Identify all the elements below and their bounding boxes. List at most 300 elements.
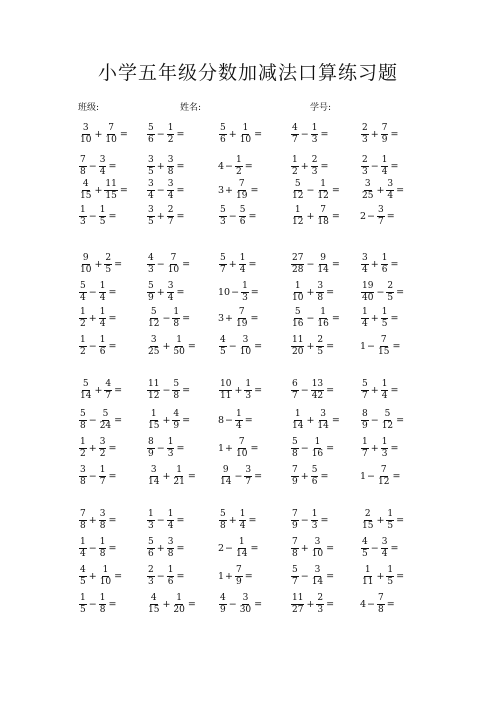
numerator: 1	[381, 307, 388, 317]
fraction	[99, 336, 107, 357]
numerator: 5	[384, 409, 391, 419]
problem-item	[78, 156, 117, 177]
numerator: 1	[242, 123, 249, 133]
denominator: 4	[99, 167, 106, 177]
fraction	[147, 336, 160, 357]
operator: +	[156, 210, 165, 222]
denominator: 6	[167, 577, 174, 587]
numerator: 6	[292, 379, 298, 389]
denominator: 27	[292, 605, 304, 615]
numerator: 4	[150, 593, 157, 603]
denominator: 8	[80, 421, 86, 431]
numerator: 1	[176, 593, 183, 603]
denominator: 12	[148, 319, 160, 329]
fraction	[99, 410, 112, 431]
denominator: 8	[378, 605, 384, 615]
problem-item	[290, 438, 335, 459]
denominator: 11	[362, 577, 374, 587]
numerator: 1	[80, 593, 86, 603]
numerator: 1	[381, 379, 388, 389]
fraction	[167, 282, 175, 303]
numerator: 5	[102, 409, 109, 419]
operator: =	[176, 184, 185, 196]
denominator: 6	[99, 347, 106, 357]
denominator: 20	[292, 347, 304, 357]
fraction	[291, 538, 299, 559]
operator: =	[182, 312, 191, 324]
denominator: 7	[378, 217, 384, 227]
problem-item	[360, 594, 396, 615]
denominator: 10	[80, 265, 92, 275]
numerator: 7	[236, 565, 242, 575]
problem-item	[218, 566, 254, 587]
fraction	[235, 566, 243, 587]
problem-item	[146, 336, 197, 357]
numerator: 3	[99, 437, 106, 447]
fraction	[104, 254, 112, 275]
fraction	[291, 594, 304, 615]
whole-number: 1	[360, 470, 367, 482]
fraction	[99, 206, 107, 227]
numerator: 1	[167, 565, 174, 575]
problem-item	[146, 438, 185, 459]
numerator: 5	[294, 179, 301, 189]
operator: +	[225, 442, 234, 454]
problem-item	[290, 254, 341, 275]
numerator: 1	[311, 509, 318, 519]
operator: =	[331, 258, 340, 270]
page-title: 小学五年级分数加减法口算练习题	[97, 62, 398, 84]
numerator: 1	[167, 437, 174, 447]
numerator: 1	[99, 335, 106, 345]
numerator: 1	[99, 465, 106, 475]
operator: −	[156, 128, 165, 140]
denominator: 8	[173, 391, 180, 401]
operator: −	[367, 340, 376, 352]
numerator: 5	[294, 307, 301, 317]
operator: =	[396, 184, 405, 196]
numerator: 1	[245, 379, 252, 389]
numerator: 7	[381, 123, 388, 133]
problem-item	[290, 566, 335, 587]
problem-item	[78, 380, 123, 401]
operator: =	[119, 128, 128, 140]
numerator: 4	[220, 335, 226, 345]
fraction	[291, 566, 299, 587]
fraction	[361, 410, 369, 431]
denominator: 12	[292, 217, 304, 227]
numerator: 1	[238, 537, 245, 547]
whole-number: 4	[360, 598, 367, 610]
denominator: 16	[311, 449, 324, 459]
operator: =	[182, 414, 191, 426]
fraction	[147, 254, 155, 275]
operator: =	[390, 542, 399, 554]
numerator: 3	[167, 537, 174, 547]
operator: =	[108, 340, 117, 352]
denominator: 42	[311, 391, 324, 401]
denominator: 7	[292, 135, 298, 145]
denominator: 7	[362, 449, 368, 459]
fraction	[291, 282, 304, 303]
whole-number: 8	[218, 414, 225, 426]
numerator: 1	[294, 205, 301, 215]
numerator: 13	[311, 379, 324, 389]
operator: =	[326, 570, 335, 582]
fraction	[147, 282, 155, 303]
numerator: 19	[362, 281, 374, 291]
denominator: 2	[80, 319, 86, 329]
denominator: 5	[105, 265, 112, 275]
problem-item	[360, 466, 401, 487]
operator: +	[300, 470, 309, 482]
numerator: 3	[381, 537, 388, 547]
problem-item	[78, 438, 117, 459]
numerator: 1	[80, 307, 86, 317]
numerator: 3	[362, 253, 368, 263]
numerator: 3	[242, 593, 249, 603]
fraction	[316, 206, 329, 227]
problem-item	[218, 336, 263, 357]
problem-item	[290, 466, 329, 487]
operator: +	[228, 514, 237, 526]
operator: −	[88, 160, 97, 172]
numerator: 27	[292, 253, 304, 263]
problem-item	[78, 308, 117, 329]
numerator: 4	[148, 253, 154, 263]
operator: =	[390, 442, 399, 454]
problem-item	[360, 566, 405, 587]
numerator: 2	[362, 155, 368, 165]
numerator: 7	[80, 509, 86, 519]
problem-item	[360, 336, 401, 357]
denominator: 3	[148, 265, 154, 275]
fraction	[381, 380, 389, 401]
fraction	[361, 538, 369, 559]
problem-item	[146, 410, 191, 431]
operator: =	[108, 442, 117, 454]
fraction	[147, 410, 160, 431]
problem-item	[218, 180, 259, 201]
fraction	[167, 156, 175, 177]
problem-item	[146, 206, 185, 227]
numerator: 1	[150, 409, 157, 419]
denominator: 7	[105, 391, 112, 401]
operator: +	[234, 384, 243, 396]
problem-item	[146, 380, 191, 401]
fraction	[291, 410, 304, 431]
numerator: 9	[82, 253, 89, 263]
operator: +	[94, 258, 103, 270]
fraction	[79, 566, 87, 587]
fraction	[147, 308, 160, 329]
operator: =	[176, 442, 185, 454]
fraction	[239, 124, 252, 145]
numerator: 1	[173, 307, 180, 317]
operator: =	[250, 184, 259, 196]
denominator: 4	[80, 549, 86, 559]
numerator: 9	[320, 253, 327, 263]
whole-number: 10	[218, 286, 231, 298]
numerator: 4	[82, 179, 89, 189]
denominator: 10	[167, 265, 180, 275]
problem-item	[290, 410, 341, 431]
numerator: 8	[148, 437, 154, 447]
numerator: 7	[238, 437, 245, 447]
fraction	[79, 308, 87, 329]
denominator: 9	[292, 477, 298, 487]
fraction	[235, 156, 243, 177]
operator: −	[156, 442, 165, 454]
numerator: 2	[311, 155, 318, 165]
denominator: 16	[317, 319, 329, 329]
denominator: 8	[99, 549, 106, 559]
denominator: 6	[381, 265, 388, 275]
fraction	[219, 206, 227, 227]
problem-item	[290, 282, 335, 303]
denominator: 5	[80, 577, 86, 587]
problem-item	[146, 124, 185, 145]
fraction	[99, 566, 112, 587]
operator: =	[326, 598, 335, 610]
operator: +	[300, 542, 309, 554]
numerator: 2	[387, 281, 394, 291]
fraction	[104, 124, 117, 145]
denominator: 12	[378, 477, 390, 487]
numerator: 1	[387, 565, 394, 575]
fraction	[386, 282, 394, 303]
denominator: 4	[148, 191, 154, 201]
operator: −	[225, 542, 234, 554]
fraction	[239, 254, 247, 275]
fraction	[381, 254, 389, 275]
denominator: 3	[362, 167, 368, 177]
problem-item	[360, 124, 399, 145]
operator: −	[234, 470, 243, 482]
denominator: 7	[362, 391, 368, 401]
fraction	[99, 308, 107, 329]
fraction	[99, 438, 107, 459]
denominator: 6	[239, 217, 246, 227]
numerator: 5	[148, 281, 154, 291]
denominator: 4	[167, 521, 174, 531]
denominator: 15	[80, 191, 92, 201]
numerator: 5	[362, 379, 368, 389]
operator: +	[300, 160, 309, 172]
operator: =	[254, 598, 263, 610]
fraction	[291, 438, 299, 459]
operator: −	[228, 598, 237, 610]
operator: +	[162, 414, 171, 426]
fraction	[147, 510, 155, 531]
operator: +	[156, 286, 165, 298]
numerator: 9	[222, 465, 229, 475]
fraction	[316, 308, 329, 329]
operator: +	[306, 340, 315, 352]
numerator: 5	[311, 465, 318, 475]
numerator: 1	[294, 281, 301, 291]
numerator: 1	[99, 593, 106, 603]
operator: =	[331, 184, 340, 196]
denominator: 10	[239, 135, 252, 145]
problem-item	[78, 538, 117, 559]
operator: =	[390, 312, 399, 324]
denominator: 5	[220, 347, 226, 357]
problem-item	[290, 510, 329, 531]
fraction	[244, 466, 252, 487]
operator: =	[114, 384, 123, 396]
fraction	[316, 282, 324, 303]
operator: =	[396, 570, 405, 582]
fraction	[316, 594, 324, 615]
operator: +	[225, 312, 234, 324]
operator: =	[396, 286, 405, 298]
operator: −	[225, 414, 234, 426]
numerator: 2	[364, 509, 371, 519]
denominator: 3	[148, 521, 154, 531]
numerator: 1	[102, 565, 109, 575]
numerator: 3	[148, 205, 154, 215]
problem-item	[360, 282, 405, 303]
denominator: 14	[236, 549, 248, 559]
numerator: 5	[220, 205, 226, 215]
denominator: 8	[167, 167, 174, 177]
problem-item	[78, 566, 123, 587]
numerator: 1	[176, 335, 183, 345]
problem-item	[360, 254, 399, 275]
problem-item	[360, 410, 405, 431]
problem-item	[290, 380, 335, 401]
denominator: 20	[173, 605, 185, 615]
denominator: 9	[292, 521, 298, 531]
whole-number: 4	[218, 160, 225, 172]
denominator: 8	[292, 449, 298, 459]
operator: −	[300, 128, 309, 140]
fraction	[99, 466, 107, 487]
fraction	[361, 380, 369, 401]
operator: +	[225, 570, 234, 582]
numerator: 7	[238, 307, 245, 317]
fraction	[147, 438, 155, 459]
problem-item	[146, 594, 197, 615]
denominator: 5	[99, 217, 106, 227]
denominator: 19	[236, 191, 248, 201]
operator: =	[320, 128, 329, 140]
operator: =	[392, 340, 401, 352]
denominator: 15	[148, 605, 160, 615]
numerator: 5	[292, 437, 298, 447]
fraction	[79, 538, 87, 559]
denominator: 10	[236, 449, 248, 459]
denominator: 3	[311, 521, 318, 531]
denominator: 5	[387, 521, 394, 531]
denominator: 7	[220, 265, 226, 275]
problem-item	[78, 124, 129, 145]
operator: =	[187, 470, 196, 482]
numerator: 7	[380, 465, 387, 475]
denominator: 4	[99, 319, 106, 329]
operator: +	[88, 312, 97, 324]
numerator: 1	[167, 123, 174, 133]
denominator: 3	[220, 217, 226, 227]
numerator: 11	[148, 379, 160, 389]
problem-item	[146, 538, 185, 559]
fraction	[361, 156, 369, 177]
operator: +	[376, 570, 385, 582]
denominator: 7	[292, 391, 298, 401]
denominator: 3	[311, 135, 318, 145]
denominator: 4	[99, 293, 106, 303]
problem-item	[218, 594, 263, 615]
numerator: 1	[239, 509, 246, 519]
numerator: 1	[314, 437, 321, 447]
numerator: 5	[173, 379, 180, 389]
operator: =	[176, 160, 185, 172]
numerator: 3	[148, 155, 154, 165]
operator: =	[250, 542, 259, 554]
numerator: 5	[239, 205, 246, 215]
fraction	[167, 566, 175, 587]
problem-item	[78, 466, 117, 487]
numerator: 3	[150, 335, 157, 345]
fraction	[291, 124, 299, 145]
operator: −	[300, 442, 309, 454]
numerator: 1	[99, 281, 106, 291]
fraction	[381, 410, 394, 431]
fraction	[377, 206, 385, 227]
denominator: 7	[99, 477, 106, 487]
numerator: 11	[105, 179, 117, 189]
denominator: 4	[80, 293, 86, 303]
denominator: 9	[236, 577, 242, 587]
numerator: 5	[292, 565, 298, 575]
numerator: 4	[173, 409, 180, 419]
operator: −	[376, 286, 385, 298]
operator: =	[108, 598, 117, 610]
whole-number: 3	[218, 184, 225, 196]
denominator: 5	[148, 167, 154, 177]
denominator: 2	[236, 167, 242, 177]
whole-number: 3	[218, 312, 225, 324]
denominator: 12	[292, 191, 304, 201]
fraction	[361, 308, 369, 329]
operator: =	[320, 470, 329, 482]
operator: =	[114, 414, 123, 426]
fraction	[147, 538, 155, 559]
operator: −	[88, 414, 97, 426]
fraction	[167, 538, 175, 559]
fraction	[291, 308, 304, 329]
fraction	[386, 566, 394, 587]
numerator: 8	[362, 409, 368, 419]
operator: =	[248, 258, 257, 270]
fraction	[99, 538, 107, 559]
fraction	[219, 594, 227, 615]
fraction	[235, 180, 248, 201]
operator: −	[367, 210, 376, 222]
operator: +	[162, 470, 171, 482]
fraction	[291, 180, 304, 201]
operator: =	[390, 128, 399, 140]
fraction	[377, 466, 390, 487]
fraction	[311, 466, 319, 487]
operator: +	[370, 128, 379, 140]
fraction	[147, 380, 160, 401]
problem-item	[360, 438, 399, 459]
denominator: 24	[99, 421, 112, 431]
operator: =	[248, 514, 257, 526]
operator: =	[254, 340, 263, 352]
